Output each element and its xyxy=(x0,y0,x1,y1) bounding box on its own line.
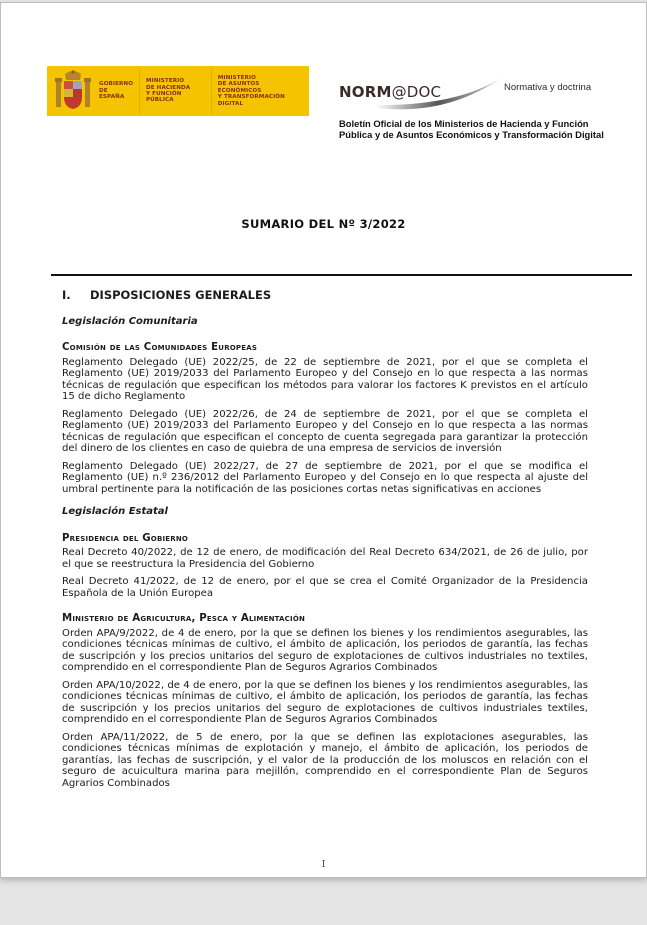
economicos-line-3: Y TRANSFORMACIÓN DIGITAL xyxy=(217,94,285,107)
hacienda-line-2: DE HACIENDA xyxy=(145,84,191,91)
normadoc-brand xyxy=(339,83,441,101)
normadoc-tagline: Normativa y doctrina xyxy=(504,82,592,93)
organism-comision-europea: Comisión de las Comunidades Europeas xyxy=(62,342,258,353)
bulletin-title xyxy=(339,118,609,140)
list-item: Orden APA/10/2022, de 4 de enero, por la que se definen los bienes y los rendimientos asegurables, las condiciones técnicas mínimas de cultivo, el ámbito de aplicación, los periodos de garantía, las fechas de suscripción y los precios unitarios del seguro de explotaciones de cultivos industriales textiles, comprendido en el correspondiente Plan de Seguros Agrarios Combinados xyxy=(62,679,588,725)
bulletin-title-line-2: Pública y de Asuntos Económicos y Transformación Digital xyxy=(339,129,604,140)
ministerio-hacienda-label xyxy=(140,71,211,111)
gobierno-line-1: GOBIERNO xyxy=(99,81,134,88)
document-page xyxy=(0,2,647,878)
section-title: DISPOSICIONES GENERALES xyxy=(90,288,272,302)
list-item: Orden APA/9/2022, de 4 de enero, por la que se definen los bienes y los rendimientos asegurables, las condiciones técnicas mínimas de cultivo, el ámbito de aplicación, los periodos de garantía, las fechas de suscripción y los precios unitarios del seguro de explotaciones de cultivos industriales no textiles, comprendido en el correspondiente Plan de Seguros Agrarios Combinados xyxy=(62,627,588,673)
organism-presidencia-gobierno: Presidencia del Gobierno xyxy=(62,532,189,544)
coat-of-arms-icon xyxy=(53,69,93,113)
list-item: Reglamento Delegado (UE) 2022/27, de 27 de septiembre de 2021, por el que se modifica el Reglamento (UE) n.º 236/2012 del Parlamento Europeo y del Consejo en lo que respecta al ajuste del umbral pertinente para la notificación de las posiciones cortas netas significativas en acciones xyxy=(62,460,588,495)
brand-norm: NORM xyxy=(339,83,392,101)
horizontal-rule xyxy=(51,274,632,276)
economicos-line-2: DE ASUNTOS ECONÓMICOS xyxy=(217,81,262,94)
gobierno-label xyxy=(93,71,139,111)
page-number: I xyxy=(321,860,326,870)
normadoc-logo xyxy=(336,76,606,116)
organism-ministerio-agricultura: Ministerio de Agricultura, Pesca y Alimentación xyxy=(62,613,306,624)
gobierno-line-2: DE ESPAÑA xyxy=(99,87,125,101)
spacer xyxy=(62,605,588,613)
section-heading xyxy=(62,290,588,302)
gobierno-espana-logo xyxy=(47,66,309,116)
list-item: Orden APA/11/2022, de 5 de enero, por la que se definen las explotaciones asegurables, las condiciones técnicas mínimas de explotación y manejo, el ámbito de aplicación, los periodos de garantías, las fechas de suscripción, y el valor de la producción de los moluscos en relación con el seguro de acuicultura marina para mejillón, comprendido en el correspondiente Plan de Seguros Agrarios Combinados xyxy=(62,731,588,789)
list-item: Reglamento Delegado (UE) 2022/26, de 24 de septiembre de 2021, por el que se completa el Reglamento (UE) 2019/2033 del Parlamento Europeo y del Consejo en lo que respecta a las normas técnicas de regulación que especifican el concepto de cuenta segregada para garantizar la protección del dinero de los clientes en caso de quiebra de una empresa de servicios de inversión xyxy=(62,408,588,454)
list-item: Real Decreto 40/2022, de 12 de enero, de modificación del Real Decreto 634/2021, de 26 de julio, por el que se reestructura la Presidencia del Gobierno xyxy=(62,547,588,570)
hacienda-line-3: Y FUNCIÓN PÚBLICA xyxy=(145,91,182,104)
summary-content xyxy=(62,290,588,795)
ministerio-asuntos-economicos-label xyxy=(212,71,309,111)
list-item: Real Decreto 41/2022, de 12 de enero, por el que se crea el Comité Organizador de la Presidencia Española de la Unión Europea xyxy=(62,576,588,599)
brand-doc: DOC xyxy=(406,83,442,101)
section-number: I. xyxy=(62,288,71,302)
list-item: Reglamento Delegado (UE) 2022/25, de 22 de septiembre de 2021, por el que se completa el Reglamento (UE) 2019/2033 del Parlamento Europeo y del Consejo en lo que respecta a las normas técnicas de regulación que especifican los métodos para valorar los factores K previstos en el artículo 15 de dicho Reglamento xyxy=(62,356,588,402)
economicos-line-1: MINISTERIO xyxy=(217,74,256,81)
brand-at: @ xyxy=(391,83,407,101)
hacienda-line-1: MINISTERIO xyxy=(145,78,185,85)
summary-title: SUMARIO DEL Nº 3/2022 xyxy=(241,217,406,231)
subsection-legislacion-comunitaria: Legislación Comunitaria xyxy=(62,315,198,327)
bulletin-title-line-1: Boletín Oficial de los Ministerios de Hacienda y Función xyxy=(339,118,589,129)
subsection-legislacion-estatal: Legislación Estatal xyxy=(62,506,168,517)
